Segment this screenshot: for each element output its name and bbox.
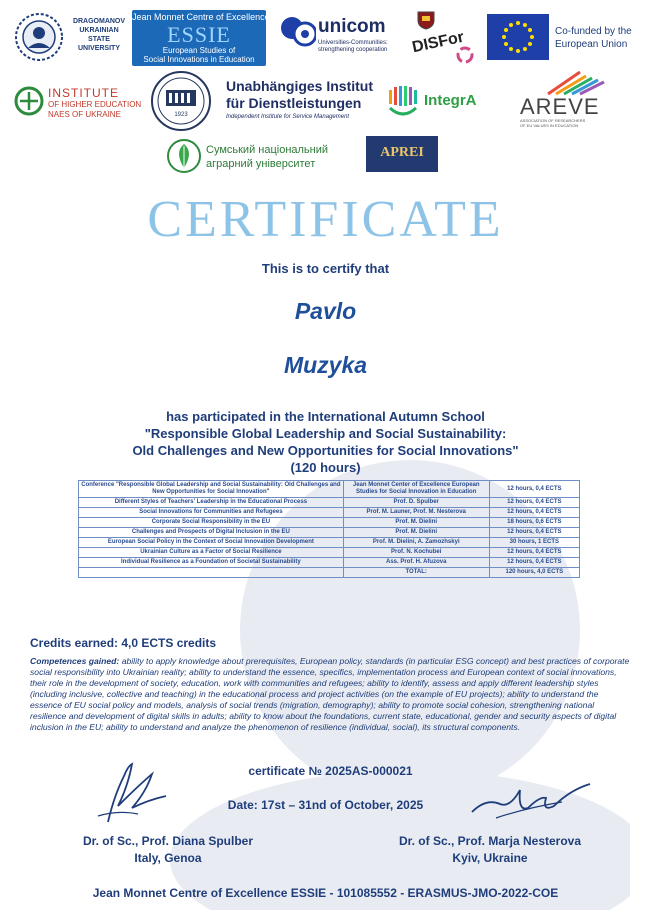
table-row [79, 498, 580, 508]
institute-line3: NAES OF UKRAINE [48, 110, 121, 119]
essie-line2: Social Innovations in Education [143, 55, 255, 64]
course-topic: Challenges and Prospects of Digital Inclusion in the EU [79, 528, 344, 538]
unicom-logo [280, 10, 400, 66]
aprei-logo [366, 136, 438, 172]
unicom-name: unicom [318, 16, 386, 37]
essie-logo [132, 10, 270, 66]
eu-line1: Co-funded by the [555, 26, 632, 37]
participation-hours: (120 hours) [290, 460, 361, 475]
unabh-line2: für Dienstleistungen [226, 95, 362, 111]
recipient-last-name: Muzyka [283, 352, 368, 378]
integra-name: IntegrA [424, 92, 477, 109]
areve-name: AREVE [520, 94, 600, 119]
participation-line2: "Responsible Global Leadership and Social Sustainability: [144, 426, 507, 441]
dragomanov-emblem-icon [14, 12, 64, 62]
total-empty-cell [79, 568, 344, 578]
total-value: 120 hours, 4,0 ECTS [489, 568, 579, 578]
sumy-line1: Сумський національний [206, 144, 329, 156]
course-hours: 18 hours, 0,6 ECTS [489, 518, 579, 528]
course-hours: 30 hours, 1 ECTS [489, 538, 579, 548]
course-topic: European Social Policy in the Context of Social Innovation Development [79, 538, 344, 548]
table-row [79, 558, 580, 568]
unicom-tagline1: Universities-Communities: [318, 40, 388, 46]
unicom-emblem-icon [280, 12, 316, 52]
table-row [79, 518, 580, 528]
table-row [79, 508, 580, 518]
signatory-2-name: Dr. of Sc., Prof. Marja Nesterova [398, 834, 582, 848]
course-topic: Different Styles of Teachers' Leadership in the Educational Process [79, 498, 344, 508]
course-lecturer: Prof. M. Dielini [343, 518, 489, 528]
essie-top-text: Jean Monnet Centre of Excellence [132, 12, 270, 22]
certificate-title: CERTIFICATE [147, 191, 504, 248]
areve-tagline2: OF EU VALUES IN EDUCATION [520, 123, 579, 128]
course-lecturer: Prof. N. Kochubei [343, 548, 489, 558]
essie-big-text: ESSIE [167, 22, 231, 47]
course-topic: Corporate Social Responsibility in the EU [79, 518, 344, 528]
sumy-line2: аграрний університет [206, 158, 316, 170]
areve-arrows-icon [546, 66, 606, 96]
dragomanov-line3: STATE [88, 36, 110, 43]
footer-text: Jean Monnet Centre of Excellence ESSIE - 101085552 - ERASMUS-JMO-2022-COE [92, 886, 559, 900]
signatory-2-place: Kyiv, Ukraine [452, 851, 528, 865]
institute-emblem-icon [14, 86, 44, 116]
dragomanov-line4: UNIVERSITY [77, 45, 120, 52]
signatory-1-place: Italy, Genoa [134, 851, 202, 865]
eu-cofunded-logo [487, 14, 637, 64]
certificate-date: Date: 17st – 31nd of October, 2025 [227, 798, 424, 812]
credits-earned: Credits earned: 4,0 ECTS credits [30, 636, 217, 650]
disfor-swirl-icon [454, 44, 476, 66]
sumy-agrarian-university-logo [166, 136, 346, 176]
integra-logo [386, 80, 502, 126]
recipient-first-name: Pavlo [294, 298, 357, 324]
table-total-row [79, 568, 580, 578]
sumy-leaf-icon [166, 138, 202, 174]
participation-line1: has participated in the International Autumn School [166, 409, 485, 424]
course-topic: Conference "Responsible Global Leadership and Social Sustainability: Old Challenges and New Opportunities for Social Innovation" [79, 481, 344, 498]
naes-seal-icon [148, 70, 214, 132]
course-topic: Ukrainian Culture as a Factor of Social Resilience [79, 548, 344, 558]
participation-line3: Old Challenges and New Opportunities for Social Innovations" [132, 443, 519, 458]
signature-nesterova [466, 778, 596, 824]
unicom-tagline2: strengthening cooperation [318, 47, 388, 53]
certify-text: This is to certify that [261, 261, 390, 276]
course-lecturer: Prof. M. Launer, Prof. M. Nesterova [343, 508, 489, 518]
table-row [79, 481, 580, 498]
course-hours: 12 hours, 0,4 ECTS [489, 558, 579, 568]
naes-seal-year: 1923 [174, 112, 188, 118]
essie-line1: European Studies of [162, 46, 236, 55]
course-lecturer: Prof. M. Dielini [343, 528, 489, 538]
course-hours: 12 hours, 0,4 ECTS [489, 548, 579, 558]
total-label: TOTAL: [343, 568, 489, 578]
course-hours: 12 hours, 0,4 ECTS [489, 498, 579, 508]
unabh-line1: Unabhängiges Institut [226, 78, 373, 94]
course-topic: Individual Resilience as a Foundation of Societal Sustainability [79, 558, 344, 568]
disfor-shield-icon [416, 10, 436, 30]
dragomanov-line2: UKRAINIAN [79, 27, 119, 34]
competences-text: ability to apply knowledge about prerequisites, European policy, standards (in particular ESG concept) and best practices of corporate social responsibility into Ukrainian reality; ability to understand the essence, specifics, implementation process and European context of social innovations, their role in the development of society, education, work with communities and refugees; ability to identify, assess and apply different leadership styles (including inclusive, collective and teaching) in the educational process and project activities (on the example of EU projects); ability to understand the essence of EU social policy and models, analysis of social trends (migration, demography); ability to promote social cohesion, strengthening national resilience and development of digital skills in adults; ability to know about the foundations, current state, educational, gender and security aspects of digital inclusion in the EU; ability to understand and analyze the phenomenon of resilience (individual, social), its structural components. [30, 656, 630, 732]
course-lecturer: Prof. M. Dielini, A. Zamozhskyi [343, 538, 489, 548]
disfor-logo [410, 10, 480, 66]
areve-tagline1: ASSOCIATION OF RESEARCHERS [520, 118, 586, 123]
course-lecturer: Ass. Prof. H. Afuzova [343, 558, 489, 568]
integra-emblem-icon [386, 84, 420, 120]
institute-higher-education-logo [14, 80, 142, 126]
dragomanov-university-logo [14, 10, 134, 66]
table-row [79, 528, 580, 538]
aprei-name: APREI [380, 145, 424, 160]
eu-flag-icon [487, 14, 549, 60]
areve-logo [516, 66, 616, 130]
course-lecturer: Prof. D. Spulber [343, 498, 489, 508]
course-topic: Social Innovations for Communities and Refugees [79, 508, 344, 518]
unabhaengiges-institut-logo [226, 76, 382, 126]
dragomanov-line1: DRAGOMANOV [72, 18, 126, 25]
course-table [78, 480, 580, 578]
signature-spulber [88, 756, 178, 828]
course-hours: 12 hours, 0,4 ECTS [489, 481, 579, 498]
table-row [79, 538, 580, 548]
course-lecturer: Jean Monnet Center of Excellence European Studies for Social Innovation in Education [343, 481, 489, 498]
naes-seal-logo [148, 70, 214, 132]
signatory-1-name: Dr. of Sc., Prof. Diana Spulber [82, 834, 254, 848]
course-hours: 12 hours, 0,4 ECTS [489, 528, 579, 538]
institute-line2: OF HIGHER EDUCATION [48, 100, 142, 109]
certificate-number: certificate № 2025AS-000021 [248, 764, 413, 778]
eu-line2: European Union [555, 39, 628, 50]
course-hours: 12 hours, 0,4 ECTS [489, 508, 579, 518]
competences-label: Competences gained: [30, 656, 120, 666]
competences-paragraph [30, 656, 632, 733]
unabh-line3: Independent Institute for Service Management [226, 114, 350, 120]
institute-line1: INSTITUTE [48, 86, 119, 100]
disfor-name: DISFor [410, 28, 466, 57]
table-row [79, 548, 580, 558]
